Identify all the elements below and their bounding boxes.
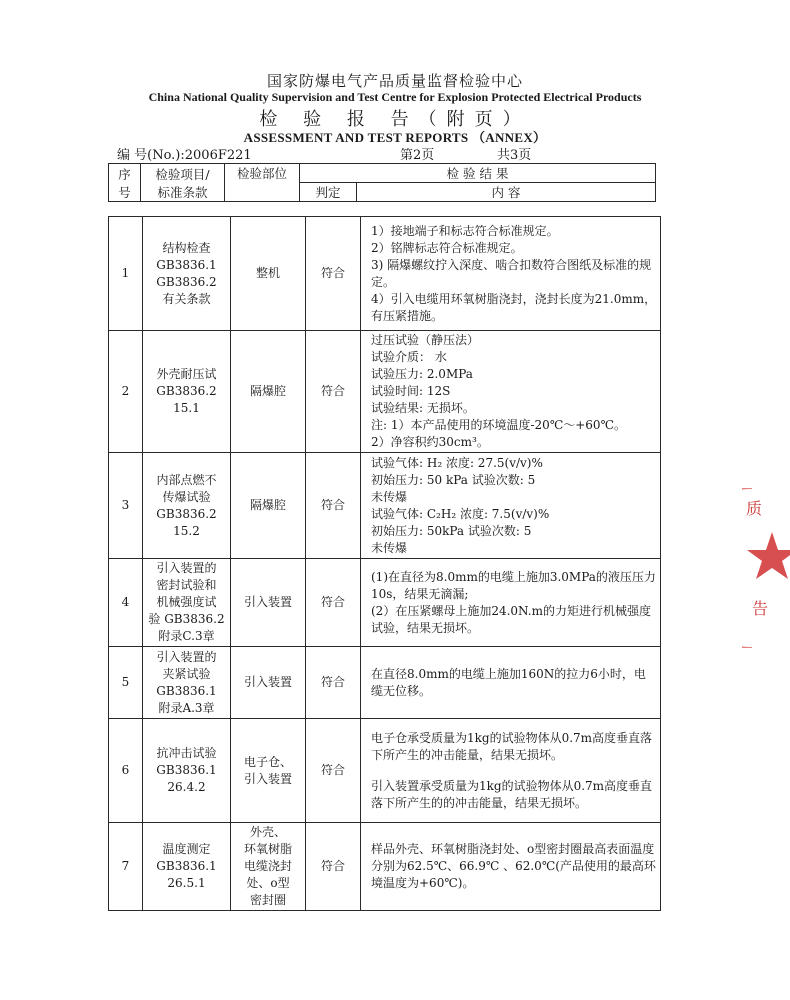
- test-item-line: 内部点燃不: [156, 472, 217, 487]
- result-line: 4）引入电缆用环氧树脂浇封，浇封长度为21.0mm，有压紧措施。: [371, 291, 657, 323]
- result-line: 初始压力: 50kPa 试验次数: 5: [371, 523, 532, 538]
- test-part-line: 电缆浇封: [243, 859, 292, 873]
- test-part-line: 引入装置: [243, 675, 292, 689]
- col-header-result: 检 验 结 果: [300, 164, 656, 183]
- report-number-value: 2006F221: [184, 148, 252, 163]
- table-row: [109, 823, 661, 911]
- test-item-line: 外壳耐压试: [156, 367, 217, 381]
- test-part: [231, 217, 306, 331]
- result-line: 试验介质： 水: [371, 350, 447, 364]
- test-item: [143, 823, 231, 911]
- test-item-line: 15.2: [173, 523, 200, 538]
- report-number-label: 编 号(No.):: [117, 148, 185, 163]
- col-header-judgement: 判定: [300, 183, 357, 202]
- row-number: 7: [109, 823, 143, 911]
- row-number: 2: [109, 331, 143, 453]
- test-item: [143, 559, 231, 647]
- col-header-no: 序 号: [109, 164, 141, 202]
- test-item-line: 26.5.1: [167, 876, 206, 890]
- judgement: 符合: [306, 559, 361, 647]
- table-row: [109, 453, 661, 559]
- test-part: [231, 647, 306, 719]
- judgement: 符合: [306, 217, 361, 331]
- test-item-line: 26.4.2: [167, 780, 206, 794]
- result-content: [361, 559, 661, 647]
- result-line: 电子仓承受质量为1kg的试验物体从0.7m高度垂直落下所产生的冲击能量，结果无损坏。: [371, 730, 653, 762]
- test-item-line: 抗冲击试验: [156, 746, 217, 760]
- test-item-line: 温度测定: [162, 842, 211, 856]
- row-number: 4: [109, 559, 143, 647]
- result-line: [371, 764, 657, 778]
- test-item-line: 验 GB3836.2: [148, 612, 225, 626]
- test-part-line: 处、o型: [246, 876, 290, 890]
- row-number: 1: [109, 217, 143, 331]
- test-item: [143, 719, 231, 823]
- test-item-line: 引入装置的: [156, 649, 217, 664]
- test-part: [231, 453, 306, 559]
- test-item-line: 有关条款: [162, 291, 211, 306]
- test-item-line: GB3836.2: [156, 506, 217, 521]
- test-part-line: 环氧树脂: [243, 842, 292, 856]
- test-item-line: 引入装置的: [156, 561, 217, 575]
- test-part-line: 隔爆腔: [249, 384, 286, 398]
- row-number: 5: [109, 647, 143, 719]
- result-line: 1）接地端子和标志符合标准规定。: [371, 223, 559, 238]
- test-item-line: GB3836.1: [156, 763, 217, 777]
- result-line: 初始压力: 50 kPa 试验次数: 5: [371, 472, 536, 487]
- test-part-line: 密封圈: [249, 893, 286, 907]
- test-part-line: 引入装置: [243, 595, 292, 609]
- test-item-line: 附录A.3章: [158, 700, 215, 715]
- result-line: 样品外壳、环氧树脂浇封处、o型密封圈最高表面温度分别为62.5℃、66.9℃ 、62.0℃(产品使用的最高环境温度为+60℃)。: [371, 842, 656, 890]
- org-name-en: China National Quality Supervision and Test Centre for Explosion Protected Electrical Products: [148, 90, 642, 104]
- result-line: 2）净容积约30cm³。: [371, 435, 489, 449]
- table-row: [109, 331, 661, 453]
- test-item-line: 夹紧试验: [162, 666, 211, 681]
- col-header-part: 检验部位: [225, 164, 300, 202]
- test-part: [231, 719, 306, 823]
- result-line: 未传爆: [371, 489, 408, 504]
- result-content: [361, 719, 661, 823]
- judgement: 符合: [306, 823, 361, 911]
- test-item-line: GB3836.1: [156, 683, 217, 698]
- test-item-line: 密封试验和: [156, 578, 217, 592]
- report-number: [117, 144, 252, 163]
- test-item-line: GB3836.2: [156, 384, 217, 398]
- results-table: [108, 216, 661, 911]
- row-number: 6: [109, 719, 143, 823]
- test-item: [143, 647, 231, 719]
- test-item: [143, 217, 231, 331]
- result-line: 试验压力: 2.0MPa: [371, 367, 473, 381]
- test-item-line: 15.1: [173, 401, 200, 415]
- table-row: [109, 559, 661, 647]
- judgement: 符合: [306, 647, 361, 719]
- result-line: 试验结果: 无损坏。: [371, 401, 475, 415]
- test-item: [143, 453, 231, 559]
- judgement: 符合: [306, 719, 361, 823]
- test-item-line: GB3836.1: [156, 257, 217, 272]
- result-line: 引入装置承受质量为1kg的试验物体从0.7m高度垂直落下所产生的的冲击能量，结果无损坏。: [371, 778, 653, 810]
- col-header-content: 内 容: [357, 183, 656, 202]
- test-item-line: 结构检查: [162, 240, 211, 255]
- row-number: 3: [109, 453, 143, 559]
- test-part: [231, 559, 306, 647]
- report-title-en: ASSESSMENT AND TEST REPORTS （ANNEX）: [243, 130, 547, 145]
- test-part-line: 隔爆腔: [249, 498, 286, 512]
- test-item-line: 传爆试验: [162, 489, 211, 504]
- result-line: 试验时间: 12S: [371, 384, 451, 398]
- test-part-line: 引入装置: [243, 771, 292, 786]
- test-part-line: 电子仓、: [243, 754, 292, 769]
- org-name-cn: 国家防爆电气产品质量监督检验中心: [266, 72, 523, 90]
- result-content: [361, 823, 661, 911]
- result-line: 过压试验（静压法）: [371, 333, 480, 347]
- report-title-cn: 检 验 报 告（附页）: [259, 109, 531, 130]
- result-line: 3) 隔爆螺纹拧入深度、啮合扣数符合图纸及标准的规定。: [371, 257, 652, 289]
- column-header-table: [108, 163, 656, 202]
- test-item-line: GB3836.2: [156, 274, 217, 289]
- official-seal: [742, 488, 790, 648]
- test-item-line: 机械强度试: [156, 595, 217, 609]
- test-item-line: 附录C.3章: [158, 629, 215, 643]
- result-line: 2）铭牌标志符合标准规定。: [371, 240, 523, 255]
- table-row: [109, 647, 661, 719]
- result-content: [361, 647, 661, 719]
- result-line: 注: 1）本产品使用的环境温度-20℃～+60℃。: [371, 418, 626, 432]
- page-total: 共3页: [497, 148, 532, 163]
- result-content: [361, 331, 661, 453]
- test-part-line: 外壳、: [249, 825, 286, 839]
- result-line: (2）在压紧螺母上施加24.0N.m的力矩进行机械强度试验，结果无损坏。: [371, 603, 651, 635]
- col-header-item: 检验项目/ 标准条款: [141, 164, 225, 202]
- test-part: [231, 331, 306, 453]
- result-line: 试验气体: H₂ 浓度: 27.5(v/v)%: [371, 455, 543, 470]
- test-item: [143, 331, 231, 453]
- result-line: 试验气体: C₂H₂ 浓度: 7.5(v/v)%: [371, 506, 550, 521]
- result-content: [361, 217, 661, 331]
- result-line: 在直径8.0mm的电缆上施加160N的拉力6小时，电缆无位移。: [371, 666, 646, 698]
- result-line: (1)在直径为8.0mm的电缆上施加3.0MPa的液压压力10s，结果无滴漏;: [371, 569, 656, 601]
- judgement: 符合: [306, 331, 361, 453]
- seal-char-1: 质: [746, 499, 763, 518]
- table-row: [109, 217, 661, 331]
- page-number: 第2页: [400, 148, 435, 163]
- test-item-line: GB3836.1: [156, 859, 217, 873]
- result-line: 未传爆: [371, 540, 408, 555]
- test-part-line: 整机: [255, 266, 280, 280]
- result-content: [361, 453, 661, 559]
- table-row: [109, 719, 661, 823]
- judgement: 符合: [306, 453, 361, 559]
- test-part: [231, 823, 306, 911]
- seal-char-2: 告: [752, 599, 769, 618]
